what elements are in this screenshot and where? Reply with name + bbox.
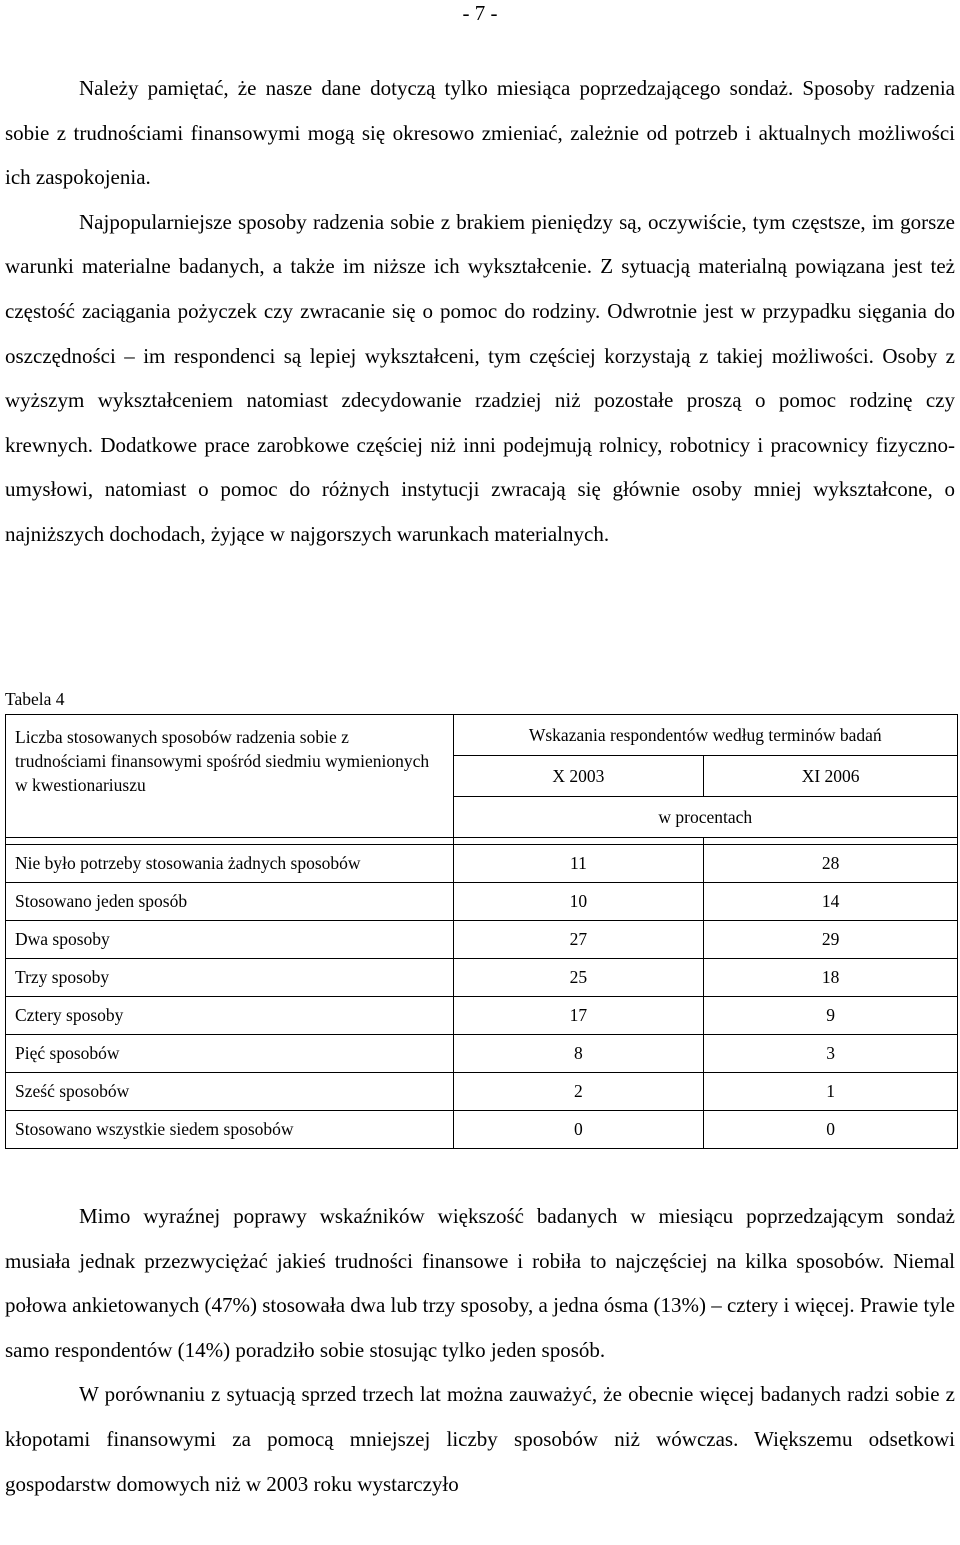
row-value-2006: 29 xyxy=(704,921,958,959)
row-value-2003: 27 xyxy=(454,921,705,959)
table-header-left: Liczba stosowanych sposobów radzenia sobie z trudnościami finansowymi spośród siedmiu wymienionych w kwestionariuszu xyxy=(6,715,454,838)
row-label: Stosowano jeden sposób xyxy=(6,883,454,921)
table-header-group: Wskazania respondentów według terminów badań xyxy=(454,715,958,756)
table-row xyxy=(6,845,958,883)
row-value-2003: 0 xyxy=(454,1111,705,1149)
table-spacer-cell xyxy=(6,838,454,845)
table-row xyxy=(6,1111,958,1149)
paragraph: Mimo wyraźnej poprawy wskaźników większość badanych w miesiącu poprzedzającym sondaż musiała jednak przezwyciężać jakieś trudności finansowe i robiła to najczęściej na kilka sposobów. Niemal połowa ankietowanych (47%) stosowała dwa lub trzy sposoby, a jedna ósma (13%) – cztery i więcej. Prawie tyle samo respondentów (14%) poradziło sobie stosując tylko jeden sposób. xyxy=(5,1204,955,1362)
text-block-top xyxy=(5,66,955,557)
row-value-2003: 8 xyxy=(454,1035,705,1073)
paragraph: Najpopularniejsze sposoby radzenia sobie z brakiem pieniędzy są, oczywiście, tym częstsze, im gorsze warunki materialne badanych, a także im niższe ich wykształcenie. Z sytuacją materialną powiązana jest też częstość zaciągania pożyczek czy zwracanie się o pomoc do rodziny. Odwrotnie jest w przypadku sięgania do oszczędności – im respondenci są lepiej wykształceni, tym częściej korzystają z takiej możliwości. Osoby z wyższym wykształceniem natomiast zdecydowanie rzadziej niż pozostałe proszą o pomoc rodzinę czy krewnych. Dodatkowe prace zarobkowe częściej niż inni podejmują rolnicy, robotnicy i pracownicy fizyczno-umysłowi, natomiast o pomoc do różnych instytucji zwracają się głównie osoby mniej wykształcone, o najniższych dochodach, żyjące w najgorszych warunkach materialnych. xyxy=(5,209,955,546)
table-row xyxy=(6,997,958,1035)
text-block-bottom xyxy=(5,1194,955,1506)
table-row xyxy=(6,883,958,921)
row-value-2003: 25 xyxy=(454,959,705,997)
row-value-2006: 28 xyxy=(704,845,958,883)
row-label: Sześć sposobów xyxy=(6,1073,454,1111)
row-value-2006: 3 xyxy=(704,1035,958,1073)
row-label: Pięć sposobów xyxy=(6,1035,454,1073)
table-row xyxy=(6,1073,958,1111)
table-unit: w procentach xyxy=(454,797,958,838)
table-spacer-cell xyxy=(704,838,958,845)
table-spacer-row xyxy=(6,838,958,845)
row-value-2006: 14 xyxy=(704,883,958,921)
page-number: - 7 - xyxy=(462,1,498,25)
row-value-2006: 0 xyxy=(704,1111,958,1149)
table-row xyxy=(6,959,958,997)
row-label: Dwa sposoby xyxy=(6,921,454,959)
table-header-col1: X 2003 xyxy=(454,756,705,797)
row-value-2003: 10 xyxy=(454,883,705,921)
row-value-2006: 9 xyxy=(704,997,958,1035)
data-table xyxy=(5,714,958,1149)
row-value-2006: 1 xyxy=(704,1073,958,1111)
table-header-row xyxy=(6,715,958,756)
row-label: Stosowano wszystkie siedem sposobów xyxy=(6,1111,454,1149)
row-label: Cztery sposoby xyxy=(6,997,454,1035)
table-caption: Tabela 4 xyxy=(5,689,65,709)
table-header-col2: XI 2006 xyxy=(704,756,958,797)
paragraph: W porównaniu z sytuacją sprzed trzech lat można zauważyć, że obecnie więcej badanych radzi sobie z kłopotami finansowymi za pomocą mniejszej liczby sposobów niż wówczas. Większemu odsetkowi gospodarstw domowych niż w 2003 roku wystarczyło xyxy=(5,1382,955,1496)
row-label: Trzy sposoby xyxy=(6,959,454,997)
table-spacer-cell xyxy=(454,838,705,845)
row-value-2006: 18 xyxy=(704,959,958,997)
row-value-2003: 2 xyxy=(454,1073,705,1111)
table-row xyxy=(6,1035,958,1073)
row-value-2003: 17 xyxy=(454,997,705,1035)
table-row xyxy=(6,921,958,959)
row-label: Nie było potrzeby stosowania żadnych sposobów xyxy=(6,845,454,883)
row-value-2003: 11 xyxy=(454,845,705,883)
paragraph: Należy pamiętać, że nasze dane dotyczą tylko miesiąca poprzedzającego sondaż. Sposoby radzenia sobie z trudnościami finansowymi mogą się okresowo zmieniać, zależnie od potrzeb i aktualnych możliwości ich zaspokojenia. xyxy=(5,76,955,190)
